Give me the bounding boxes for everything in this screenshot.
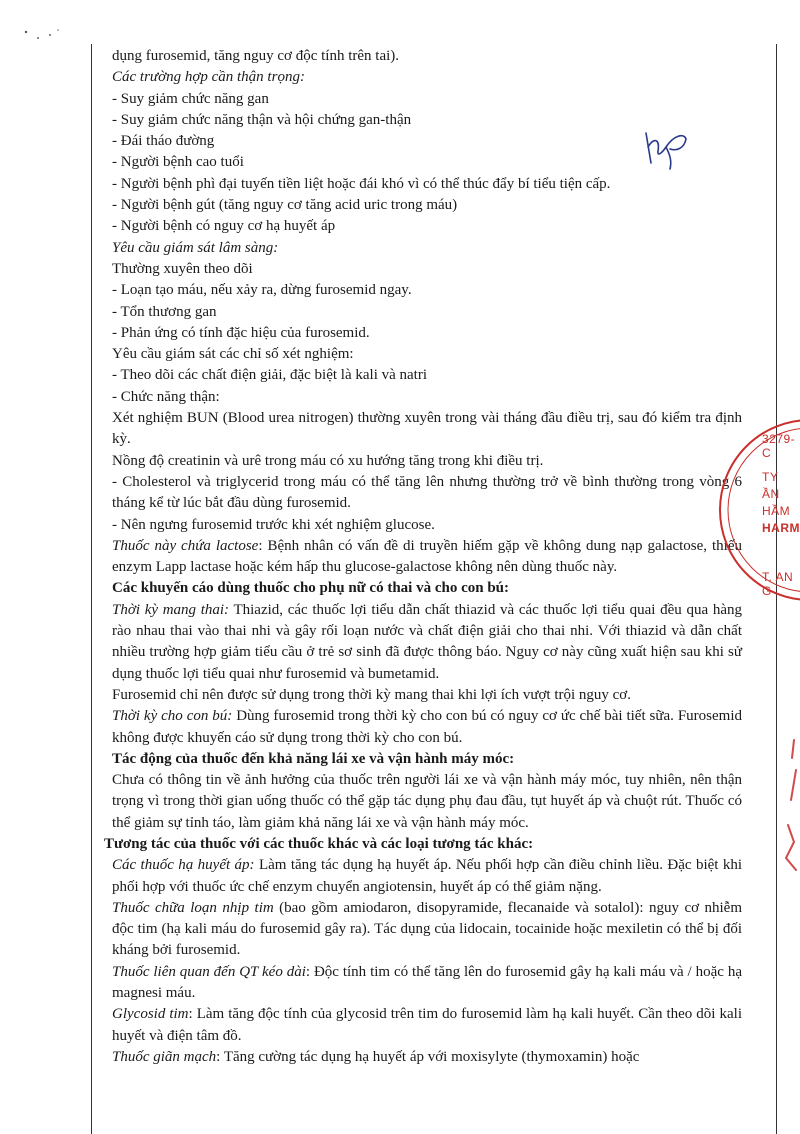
- stamp-line-1: 3279-C: [762, 432, 796, 460]
- glucose-paragraph: - Nên ngưng furosemid trước khi xét nghiệm glucose.: [112, 516, 435, 533]
- vasodilator-text: : Tăng cường tác dụng hạ huyết áp với moxisylyte (thymoxamin) hoặc: [216, 1048, 640, 1065]
- creatinin-paragraph: Nồng độ creatinin và urê trong máu có xu hướng tăng trong khi điều trị.: [112, 452, 544, 469]
- line-list: [112, 46, 742, 408]
- document-line: - Người bệnh cao tuổi: [112, 154, 244, 171]
- cholesterol-paragraph: - Cholesterol và triglycerid trong máu có thể tăng lên nhưng thường trở về bình thường trong vòng 6 tháng kể từ lúc bắt đầu dùng furosemid.: [112, 473, 742, 512]
- document-line: - Suy giảm chức năng thận và hội chứng gan-thận: [112, 111, 412, 128]
- glycoside-label: Glycosid tim: [112, 1006, 189, 1023]
- document-line: - Chức năng thận:: [112, 388, 220, 405]
- glycoside-text: : Làm tăng độc tính của glycosid trên tim do furosemid làm hạ kali huyết. Cần theo dõi kali huyết và điện tâm đồ.: [112, 1006, 742, 1044]
- antihypertensive-text: Làm tăng tác dụng hạ huyết áp. Nếu phối hợp cần điều chỉnh liều. Đặc biệt khi phối hợp với thuốc ức chế enzym chuyển angiotensin, huyết áp có thể giảm nặng.: [112, 857, 743, 895]
- glycoside-paragraph: [112, 1004, 742, 1047]
- document-line: - Đái tháo đường: [112, 133, 215, 150]
- lactation-text: Dùng furosemid trong thời kỳ cho con bú có nguy cơ ức chế bài tiết sữa. Furosemid không được khuyến cáo sử dụng trong thời kỳ cho con bú.: [112, 708, 742, 746]
- driving-heading: Tác động của thuốc đến khả năng lái xe và vận hành máy móc:: [112, 750, 515, 767]
- stamp-line-4: HẦM: [762, 504, 791, 518]
- vasodilator-label: Thuốc giãn mạch: [112, 1048, 217, 1065]
- stamp-line-5: HARM: [762, 521, 800, 535]
- antiarrhythmic-paragraph: [112, 898, 742, 962]
- bun-paragraph: Xét nghiệm BUN (Blood urea nitrogen) thường xuyên trong vài tháng đầu điều trị, sau đó kiểm tra định kỳ.: [112, 410, 742, 448]
- qt-label: Thuốc liên quan đến QT kéo dài: [112, 963, 306, 980]
- document-body: [104, 46, 743, 1068]
- document-line: Yêu cầu giám sát lâm sàng:: [112, 239, 279, 256]
- handwritten-signature: [640, 125, 690, 170]
- lactation-label: Thời kỳ cho con bú:: [112, 708, 233, 725]
- qt-paragraph: [112, 962, 742, 1005]
- stamp-line-2: TY: [762, 470, 779, 484]
- document-line: - Phản ứng có tính đặc hiệu của furosemid.: [112, 324, 370, 341]
- stamp-line-3: ẦN: [762, 487, 780, 501]
- stamp-line-6: T. AN G: [762, 570, 794, 598]
- interactions-heading: Tương tác của thuốc với các thuốc khác và các loại tương tác khác:: [104, 835, 534, 852]
- pregnancy-only-paragraph: Furosemid chỉ nên được sử dụng trong thời kỳ mang thai khi lợi ích vượt trội nguy cơ.: [112, 686, 631, 703]
- driving-paragraph: Chưa có thông tin về ảnh hưởng của thuốc trên người lái xe và vận hành máy móc, tuy nhiên, nên thận trọng vì trong thời gian uống thuốc có thể gặp tác dụng phụ đau đầu, tụt huyết áp và chuột rút. Thuốc có thể giảm sự tỉnh táo, làm giảm khả năng lái xe và vận hành máy móc.: [112, 772, 742, 831]
- document-line: dụng furosemid, tăng nguy cơ độc tính trên tai).: [112, 48, 400, 64]
- lactose-paragraph: [112, 536, 742, 579]
- red-margin-mark: [770, 730, 800, 880]
- document-line: - Suy giảm chức năng gan: [112, 90, 269, 107]
- document-line: Thường xuyên theo dõi: [112, 260, 253, 277]
- document-line: - Người bệnh có nguy cơ hạ huyết áp: [112, 218, 336, 235]
- antiarrhythmic-label: Thuốc chữa loạn nhịp tim: [112, 899, 274, 916]
- document-line: - Người bệnh gút (tăng nguy cơ tăng acid uric trong máu): [112, 197, 458, 214]
- document-line: Yêu cầu giám sát các chỉ số xét nghiệm:: [112, 346, 354, 363]
- lactose-label: Thuốc này chứa lactose: [112, 537, 259, 554]
- lactose-text: : Bệnh nhân có vấn đề di truyền hiếm gặp về không dung nạp galactose, thiếu enzym Lapp lactase hoặc kém hấp thu glucose-galactose không nên dùng thuốc này.: [112, 537, 742, 576]
- vasodilator-paragraph: [112, 1047, 742, 1068]
- pregnancy-text: Thiazid, các thuốc lợi tiểu dẫn chất thiazid và các thuốc lợi tiểu quai đều qua hàng rào nhau thai vào thai nhi và gây rối loạn nước và chất điện giải cho thai nhi. Với thiazid và dẫn chất nhiều trường hợp giảm tiểu cầu ở trẻ sơ sinh đã được thông báo. Nguy cơ này cũng xuất hiện sau khi sử dụng thuốc lợi tiểu quai như furosemid và bumetamid.: [112, 601, 742, 682]
- pregnancy-heading: Các khuyến cáo dùng thuốc cho phụ nữ có thai và cho con bú:: [112, 580, 510, 597]
- antiarrhythmic-text: (bao gồm amiodaron, disopyramide, flecanaide và sotalol): nguy cơ nhiễm độc tim (hạ kali máu do furosemid gây ra). Tác dụng của lidocain, tocainide hoặc mexiletin có thể bị đối kháng bởi furosemid.: [112, 899, 742, 959]
- document-line: - Theo dõi các chất điện giải, đặc biệt là kali và natri: [112, 367, 428, 384]
- document-line: - Tổn thương gan: [112, 303, 217, 320]
- pregnancy-label: Thời kỳ mang thai:: [112, 601, 230, 618]
- lactation-paragraph: [112, 706, 742, 749]
- qt-text: : Độc tính tim có thể tăng lên do furosemid gây hạ kali máu và / hoặc hạ magnesi máu.: [112, 963, 742, 1002]
- antihypertensive-paragraph: [112, 855, 742, 898]
- scan-speck-mark: [14, 18, 74, 43]
- document-line: Các trường hợp cần thận trọng:: [112, 69, 305, 86]
- document-line: - Loạn tạo máu, nếu xảy ra, dừng furosemid ngay.: [112, 282, 412, 299]
- pregnancy-paragraph: [112, 600, 742, 685]
- antihypertensive-label: Các thuốc hạ huyết áp:: [112, 857, 255, 874]
- document-line: - Người bệnh phì đại tuyến tiền liệt hoặc đái khó vì có thể thúc đẩy bí tiểu tiện cấp.: [112, 175, 611, 192]
